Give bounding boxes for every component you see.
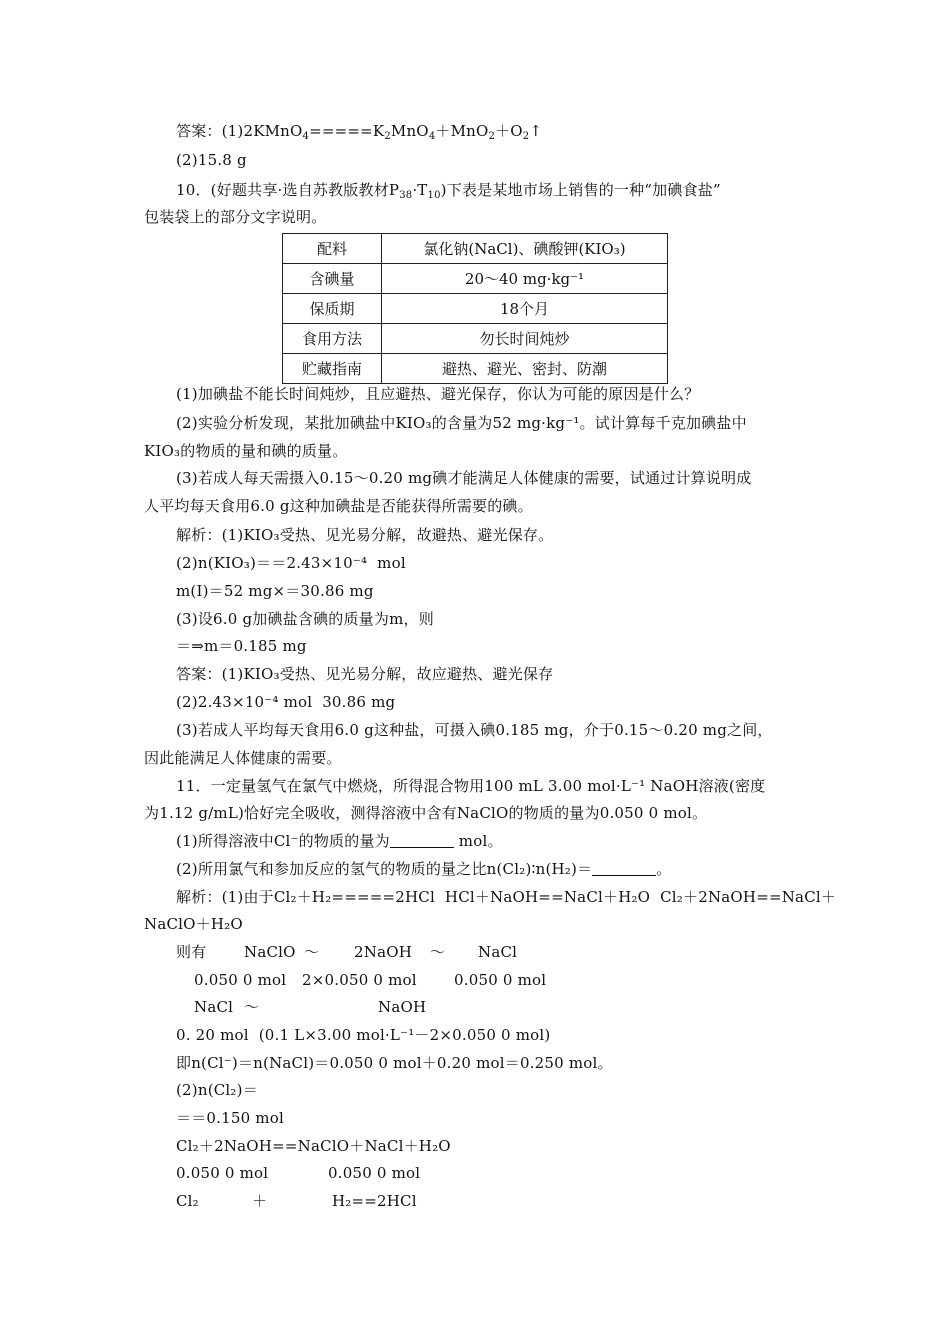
q11-relation-row1-naoh: 2NaOH — [354, 943, 412, 961]
q10-solution-1: 解析：(1)KIO₃受热、见光易分解，故避热、避光保存。 — [176, 526, 554, 544]
q11-relation-row2-c: 0.050 0 mol — [454, 971, 547, 989]
q10-answer-1: 答案：(1)KIO₃受热、见光易分解，故应避热、避光保存 — [176, 665, 554, 683]
table-key: 配料 — [283, 234, 382, 264]
table-key: 含碘量 — [283, 264, 382, 294]
q10-stem-line2: 包装袋上的部分文字说明。 — [144, 208, 327, 226]
table-key: 保质期 — [283, 294, 382, 324]
q9-answer-2: (2)15.8 g — [176, 151, 247, 169]
table-row — [283, 264, 668, 294]
q10-answer-2: (2)2.43×10⁻⁴ mol 30.86 mg — [176, 693, 396, 711]
q10-question-2-line1: (2)实验分析发现，某批加碘盐中KIO₃的含量为52 mg·kg⁻¹。试计算每千克加碘盐中 — [176, 414, 747, 432]
q11-solution-r10-b: ＋ — [252, 1192, 268, 1210]
table-row — [283, 324, 668, 354]
table-value: 18个月 — [382, 294, 668, 324]
q11-question-2: (2)所用氯气和参加反应的氢气的物质的量之比n(Cl₂)∶n(H₂)＝ 。 — [176, 860, 672, 878]
q11-solution-r4: 0. 20 mol (0.1 L×3.00 mol·L⁻¹－2×0.050 0 mol) — [176, 1026, 551, 1044]
q10-question-3-line2: 人平均每天食用6.0 g这种加碘盐是否能获得所需要的碘。 — [144, 497, 533, 515]
q11-relation-row1-nacl: NaCl — [478, 943, 518, 961]
answer-blank — [390, 833, 454, 848]
q10-question-2-line2: KIO₃的物质的量和碘的质量。 — [144, 442, 348, 460]
q11-relation-row1-label: 则有 — [176, 943, 207, 961]
q11-relation-row1-tilde2: ～ — [430, 943, 446, 961]
iodized-salt-table — [282, 233, 668, 384]
q11-relation-row1-naclo: NaClO — [244, 943, 296, 961]
q11-solution-r5: 即n(Cl⁻)＝n(NaCl)＝0.050 0 mol＋0.20 mol＝0.250 mol。 — [176, 1054, 613, 1072]
q11-solution-r7: ＝＝0.150 mol — [176, 1109, 284, 1127]
q11-relation-row2-b: 2×0.050 0 mol — [302, 971, 417, 989]
table-value: 勿长时间炖炒 — [382, 324, 668, 354]
table-value: 避热、避光、密封、防潮 — [382, 354, 668, 384]
table-row — [283, 234, 668, 264]
q11-solution-line1: 解析：(1)由于Cl₂＋H₂=====2HCl HCl＋NaOH==NaCl＋H₂O Cl₂＋2NaOH==NaCl＋ — [176, 888, 837, 906]
q11-solution-r9-a: 0.050 0 mol — [176, 1164, 269, 1182]
q10-question-3-line1: (3)若成人每天需摄入0.15～0.20 mg碘才能满足人体健康的需要，试通过计算说明成 — [176, 469, 752, 487]
q11-solution-r10-c: H₂==2HCl — [332, 1192, 417, 1210]
q11-solution-r8: Cl₂＋2NaOH==NaClO＋NaCl＋H₂O — [176, 1137, 451, 1155]
q10-solution-5: ＝⇒m＝0.185 mg — [176, 637, 307, 655]
table-value: 氯化钠(NaCl)、碘酸钾(KIO₃) — [382, 234, 668, 264]
q10-solution-4: (3)设6.0 g加碘盐含碘的质量为m，则 — [176, 610, 434, 628]
q11-stem-line2: 为1.12 g/mL)恰好完全吸收，测得溶液中含有NaClO的物质的量为0.050 0 mol。 — [144, 804, 708, 822]
q9-answer-1: 答案：$(1)2KMnO_4=====K_2MnO_4+MnO_2+O_2↑$ — [176, 122, 543, 142]
table-key: 食用方法 — [283, 324, 382, 354]
q11-relation-row2-a: 0.050 0 mol — [194, 971, 287, 989]
table-key: 贮藏指南 — [283, 354, 382, 384]
q11-stem-line1: 11．一定量氢气在氯气中燃烧，所得混合物用100 mL 3.00 mol·L⁻¹ NaOH溶液(密度 — [176, 777, 766, 795]
q10-answer-3-line1: (3)若成人平均每天食用6.0 g这种盐，可摄入碘0.185 mg，介于0.15～0.20 mg之间， — [176, 721, 773, 739]
q10-question-1: (1)加碘盐不能长时间炖炒，且应避热、避光保存，你认为可能的原因是什么？ — [176, 385, 700, 403]
q11-relation-row3-naoh: NaOH — [378, 998, 427, 1016]
q11-solution-r6: (2)n(Cl₂)＝ — [176, 1081, 258, 1099]
table-value: 20～40 mg·kg⁻¹ — [382, 264, 668, 294]
q10-solution-2: (2)n(KIO₃)＝＝2.43×10⁻⁴ mol — [176, 554, 406, 572]
q10-stem-line1: 10．(好题共享·选自苏教版教材$P_{38}\cdot T_{10}$)下表是某地市场上销售的一种“加碘食盐” — [176, 181, 721, 201]
answer-blank — [592, 861, 656, 876]
q11-relation-row3-nacl: NaCl — [194, 998, 234, 1016]
q10-solution-3: m(I)＝52 mg×＝30.86 mg — [176, 582, 374, 600]
q11-solution-r10-a: Cl₂ — [176, 1192, 199, 1210]
q11-solution-line2: NaClO＋H₂O — [144, 915, 243, 933]
q11-relation-row1-tilde1: ～ — [304, 943, 320, 961]
q10-answer-3-line2: 因此能满足人体健康的需要。 — [144, 749, 342, 767]
q11-solution-r9-b: 0.050 0 mol — [328, 1164, 421, 1182]
q11-relation-row3-tilde: ～ — [244, 998, 260, 1016]
table-row — [283, 354, 668, 384]
q11-question-1: (1)所得溶液中Cl⁻的物质的量为 mol。 — [176, 832, 503, 850]
table-row — [283, 294, 668, 324]
